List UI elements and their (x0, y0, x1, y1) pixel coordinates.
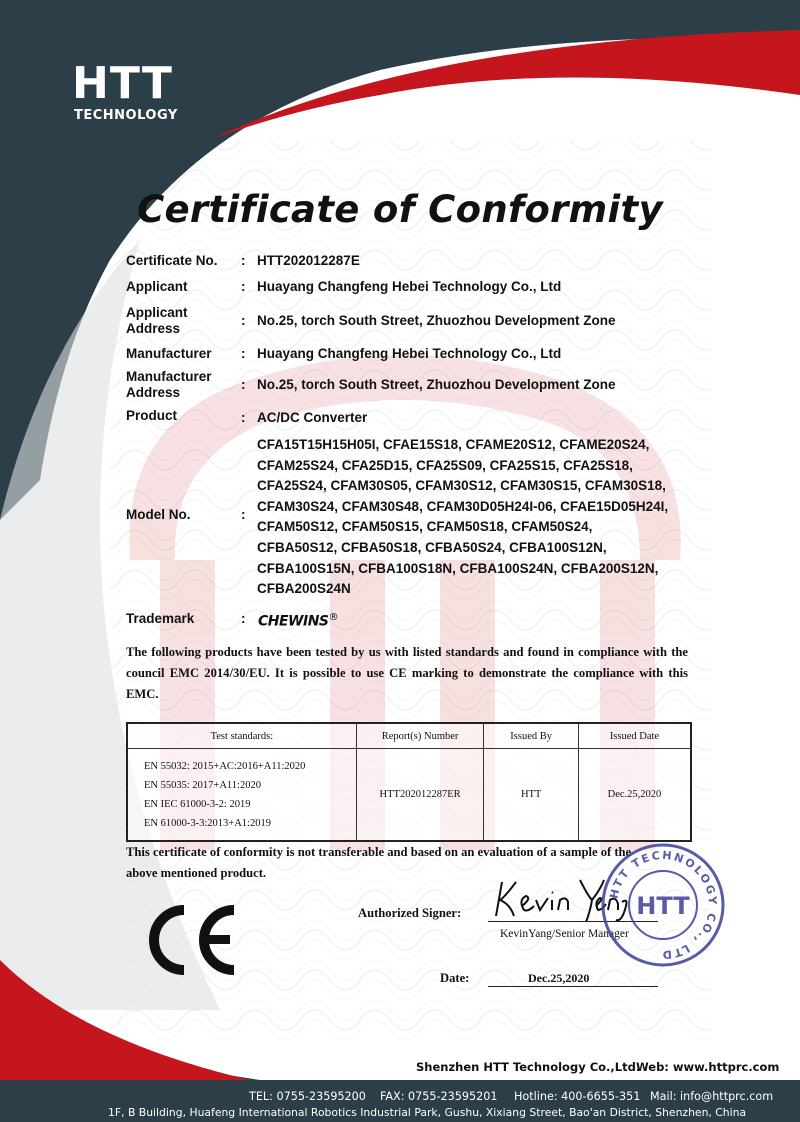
svg-text:HTT: HTT (636, 892, 690, 920)
manufacturer-label: Manufacturer (126, 346, 212, 361)
test-standards-table (126, 722, 692, 842)
table-row (127, 749, 691, 842)
date-line (488, 986, 658, 987)
applicant-value: Huayang Changfeng Hebei Technology Co., Ltd (257, 279, 562, 294)
company-seal (598, 840, 728, 970)
standard-item: EN 55035: 2017+A11:2020 (144, 779, 261, 791)
model-line: CFA25S24, CFAM30S05, CFAM30S12, CFAM30S15, CFAM30S18, (257, 478, 666, 494)
model-line: CFA15T15H15H05I, CFAE15S18, CFAME20S12, CFAME20S24, (257, 437, 650, 452)
colon: : (241, 346, 246, 361)
model-line: CFBA200S24N (257, 581, 351, 597)
standard-item: EN IEC 61000-3-2: 2019 (144, 798, 251, 810)
footer-web: Web: www.httprc.com (636, 1060, 780, 1074)
model-line: CFAM25S24, CFA25D15, CFA25S09, CFA25S15, CFA25S18, (257, 457, 633, 473)
colon: : (241, 611, 246, 626)
footer-tel: TEL: 0755-23595200 (249, 1090, 366, 1103)
table-header: Issued Date (578, 723, 691, 749)
footer-hotline: Hotline: 400-6655-351 (514, 1090, 641, 1103)
model-list (257, 435, 697, 600)
footer-company: Shenzhen HTT Technology Co.,Ltd. (416, 1060, 641, 1074)
model-line: CFBA100S15N, CFBA100S18N, CFBA100S24N, CFBA200S12N, (257, 560, 659, 576)
certificate-title: Certificate of Conformity (137, 188, 663, 231)
standard-item: EN 61000-3-3:2013+A1:2019 (144, 817, 271, 829)
model-line: CFAM30S24, CFAM30S48, CFAM30D05H24I-06, CFAE15D05H24I, (257, 498, 669, 514)
issued-date-cell: Dec.25,2020 (578, 749, 691, 842)
model-no-label: Model No. (126, 507, 191, 522)
colon: : (241, 377, 246, 392)
table-header: Issued By (484, 723, 579, 749)
registered-mark: ® (328, 612, 339, 623)
date-label: Date: (440, 971, 470, 985)
compliance-statement: The following products have been tested by us with listed standards and found in compliance with the council EMC 2014/30/EU. It is possible to use CE marking to demonstrate the compliance with this EMC. (126, 645, 688, 701)
manufacturer-address-value: No.25, torch South Street, Zhuozhou Development Zone (257, 377, 616, 392)
standard-item: EN 55032: 2015+AC:2016+A11:2020 (144, 760, 306, 772)
manufacturer-address-label-1: Manufacturer (126, 369, 212, 384)
footer-address: 1F, B Building, Huafeng International Robotics Industrial Park, Gushu, Xixiang Street, Bao'an District, Shenzhen, China (108, 1106, 747, 1119)
colon: : (241, 279, 246, 294)
colon: : (241, 410, 246, 425)
product-label: Product (126, 408, 178, 423)
table-header: Test standards: (127, 723, 356, 749)
model-line: CFAM50S12, CFAM50S15, CFAM50S18, CFAM50S24, (257, 519, 593, 535)
manufacturer-address-label-2: Address (126, 385, 181, 400)
applicant-label: Applicant (126, 279, 188, 294)
colon: : (241, 507, 246, 522)
non-transferable-note: This certificate of conformity is not transferable and based on an evaluation of a sample of the above mentioned product. (126, 845, 632, 880)
product-value: AC/DC Converter (257, 410, 368, 425)
table-header: Report(s) Number (356, 723, 484, 749)
colon: : (241, 253, 246, 268)
trademark-logo (258, 612, 338, 630)
applicant-address-label-2: Address (126, 321, 181, 336)
report-number-cell: HTT202012287ER (356, 749, 484, 842)
footer-fax: FAX: 0755-23595201 (380, 1090, 498, 1103)
footer-mail: Mail: info@httprc.com (650, 1090, 774, 1103)
standards-cell (127, 749, 356, 842)
signer-name-title: KevinYang/Senior Manager (500, 928, 629, 940)
manufacturer-value: Huayang Changfeng Hebei Technology Co., Ltd (257, 346, 562, 361)
date-value: Dec.25,2020 (528, 971, 590, 985)
htt-logo (72, 58, 178, 123)
logo-main-text: HTT (72, 58, 173, 109)
certificate-no-value: HTT202012287E (257, 253, 360, 268)
svg-text:HTT TECHNOLOGY CO., LTD: HTT TECHNOLOGY CO., LTD (607, 848, 720, 962)
ce-mark (140, 900, 240, 980)
table-header-row (127, 723, 691, 749)
issued-by-cell: HTT (484, 749, 579, 842)
trademark-text: CHEWINS (258, 613, 329, 630)
model-line: CFBA50S12, CFBA50S18, CFBA50S24, CFBA100S12N, (257, 539, 607, 555)
applicant-address-value: No.25, torch South Street, Zhuozhou Development Zone (257, 313, 616, 328)
certificate-no-label: Certificate No. (126, 253, 218, 268)
applicant-address-label-1: Applicant (126, 305, 188, 320)
trademark-label: Trademark (126, 611, 195, 626)
logo-sub-text: TECHNOLOGY (74, 108, 178, 123)
colon: : (241, 313, 246, 328)
authorized-signer-label: Authorized Signer: (358, 906, 462, 920)
